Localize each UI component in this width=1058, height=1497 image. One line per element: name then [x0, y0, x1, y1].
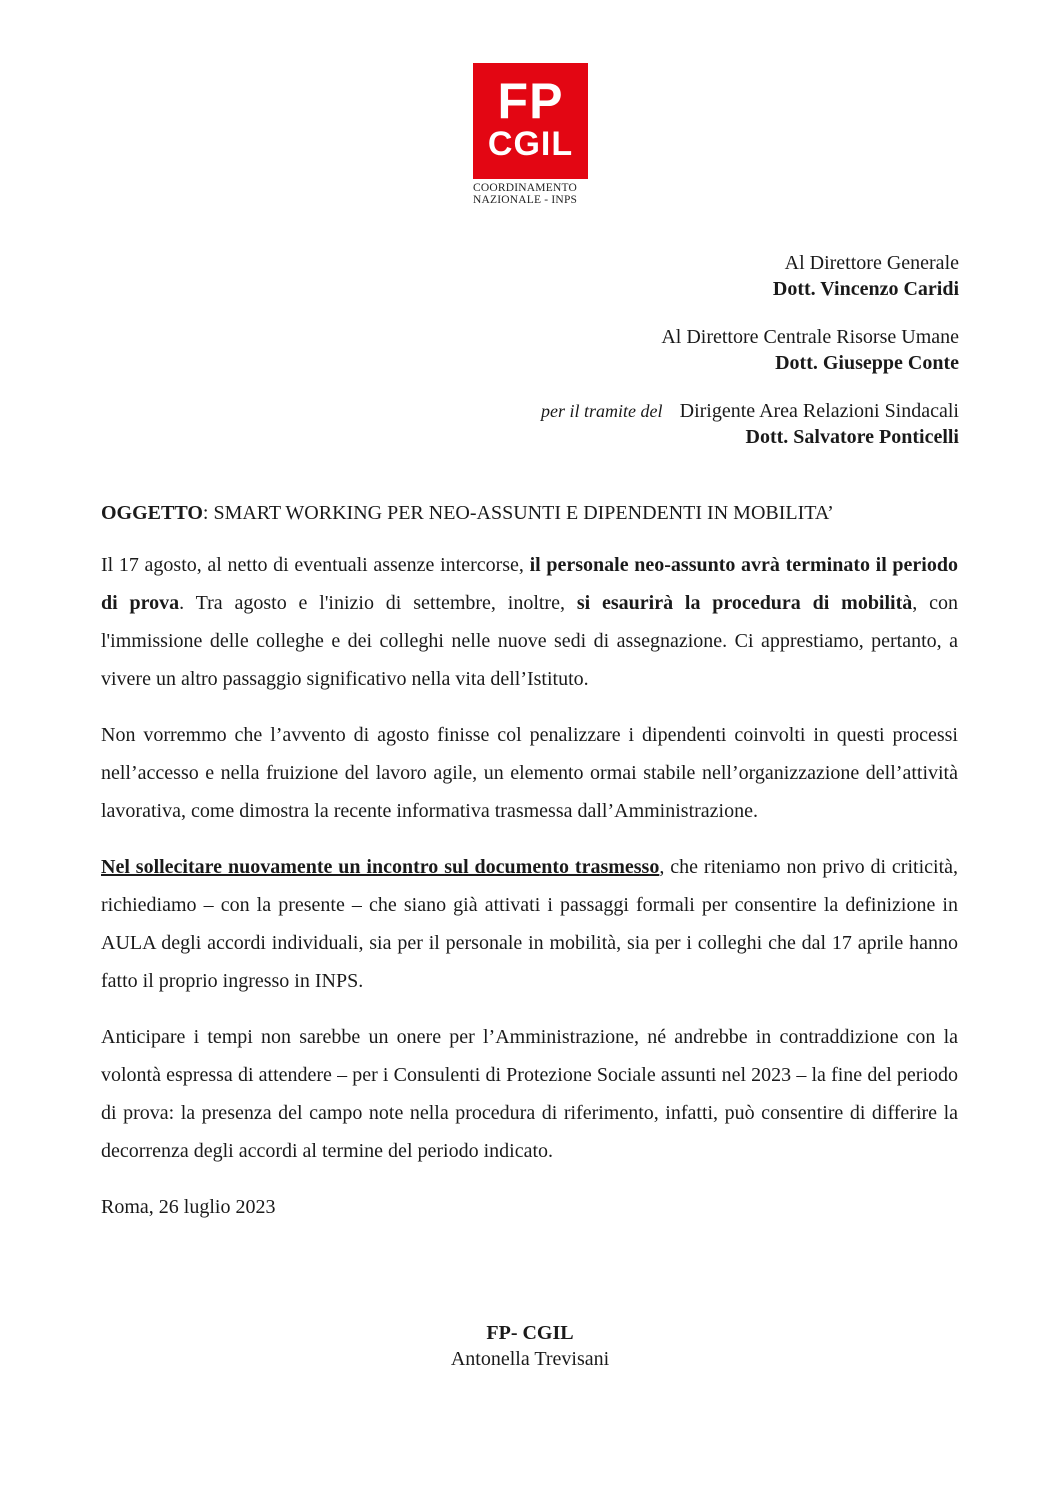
logo-subtitle [473, 182, 603, 206]
subject-text: : SMART WORKING PER NEO-ASSUNTI E DIPENDENTI IN MOBILITA’ [202, 502, 834, 524]
recipient-title: Al Direttore Generale [784, 252, 959, 274]
paragraph-1-text-1: Il 17 agosto, al netto di eventuali assenze intercorse, [101, 554, 530, 576]
signature-name: Antonella Trevisani [450, 1348, 610, 1370]
letter-body [101, 494, 958, 1244]
paragraph-1-bold-2: si esaurirà la procedura di mobilità [576, 592, 913, 614]
recipient-name: Dott. Giuseppe Conte [775, 352, 959, 374]
recipient-direttore-generale [159, 250, 959, 302]
paragraph-3 [101, 848, 958, 1000]
recipient-title: Dirigente Area Relazioni Sindacali [679, 400, 959, 422]
paragraph-3-text: , che riteniamo non privo di criticità, richiediamo – con la presente – che siano già attivati i passaggi formali per consentire la definizione in AULA degli accordi individuali, sia per il personale in mobilità, sia per i colleghi che dal 17 aprile hanno fatto il proprio ingresso in INPS. [101, 856, 959, 992]
logo-cgil-text: CGIL [487, 125, 574, 163]
recipient-dirigente-relazioni [159, 398, 959, 450]
signature-org: FP- CGIL [486, 1322, 574, 1344]
tramite-label: per il tramite del [541, 401, 663, 421]
fp-cgil-logo [473, 63, 588, 179]
paragraph-1-bold-1: il personale neo-assunto avrà terminato il periodo di prova [101, 554, 958, 614]
paragraph-1 [101, 546, 958, 698]
subject-label: OGGETTO [101, 502, 203, 524]
logo-subtitle-line1: COORDINAMENTO [473, 182, 577, 194]
logo-subtitle-line2: NAZIONALE - INPS [473, 194, 578, 206]
subject-line [101, 494, 958, 532]
paragraph-1-text-2: . Tra agosto e l'inizio di settembre, inoltre, [179, 592, 577, 614]
recipient-direttore-risorse-umane [159, 324, 959, 376]
paragraph-1-text-3: , con l'immissione delle colleghe e dei colleghi nelle nuove sedi di assegnazione. Ci apprestiamo, pertanto, a vivere un altro passaggio significativo nella vita dell’Istituto. [101, 592, 958, 690]
paragraph-2: Non vorremmo che l’avvento di agosto finisse col penalizzare i dipendenti coinvolti in questi processi nell’accesso e nella fruizione del lavoro agile, un elemento ormai stabile nell’organizzazione dell’attività lavorativa, come dimostra la recente informativa trasmessa dall’Amministrazione. [101, 724, 958, 822]
paragraph-3-underlined: Nel sollecitare nuovamente un incontro sul documento trasmesso [101, 856, 660, 878]
signature-block [440, 1320, 620, 1372]
recipient-name: Dott. Vincenzo Caridi [772, 278, 959, 300]
recipients-block [159, 250, 959, 472]
paragraph-4: Anticipare i tempi non sarebbe un onere per l’Amministrazione, né andrebbe in contraddizione con la volontà espressa di attendere – per i Consulenti di Protezione Sociale assunti nel 2023 – la fine del periodo di prova: la presenza del campo note nella procedura di riferimento, infatti, può consentire di differire la decorrenza degli accordi al termine del periodo indicato. [101, 1026, 958, 1162]
letter-date: Roma, 26 luglio 2023 [101, 1196, 276, 1218]
recipient-title: Al Direttore Centrale Risorse Umane [661, 326, 959, 348]
logo-fp-text: FP [497, 73, 564, 129]
recipient-name: Dott. Salvatore Ponticelli [745, 426, 959, 448]
